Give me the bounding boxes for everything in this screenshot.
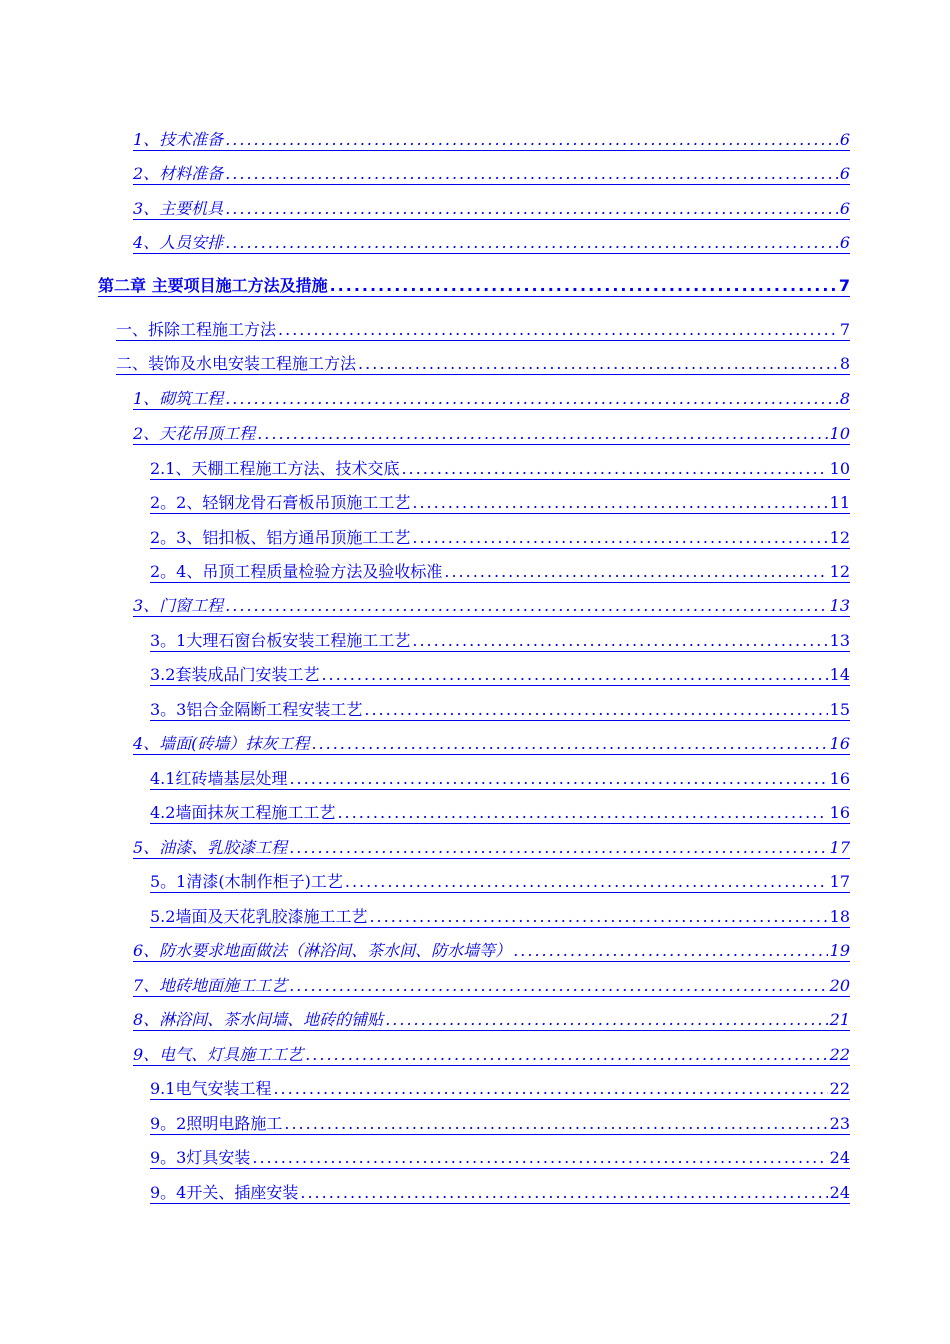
toc-leader-dots [311,734,827,754]
toc-entry-title: 9。2照明电路施工 [150,1114,283,1133]
toc-entry-title: 9.1电气安装工程 [150,1079,272,1098]
toc-entry[interactable] [133,195,850,220]
toc-page-number: 18 [829,907,850,926]
toc-leader-dots [412,528,827,548]
toc-entry[interactable] [150,524,850,549]
toc-entry[interactable] [116,350,850,375]
toc-entry-title: 3.2套装成品门安装工艺 [150,665,320,684]
toc-entry-title: 第二章 主要项目施工方法及措施 [98,276,328,295]
toc-entry[interactable] [150,627,850,652]
toc-entry-title: 一、拆除工程施工方法 [116,320,277,339]
toc-entry[interactable] [133,937,850,962]
toc-leader-dots [273,1079,827,1099]
toc-entry[interactable] [133,420,850,445]
toc-entry[interactable] [150,868,850,893]
toc-page-number: 22 [829,1045,850,1064]
toc-page-number: 10 [829,459,850,478]
toc-entry-title: 4、人员安排 [133,233,224,252]
toc-leader-dots [225,389,838,409]
toc-page-number: 24 [829,1148,850,1167]
toc-leader-dots [385,1010,827,1030]
toc-entry[interactable] [133,229,850,254]
toc-entry[interactable] [133,385,850,410]
toc-page-number: 16 [829,734,850,753]
toc-entry[interactable] [116,316,850,341]
toc-entry[interactable] [150,455,850,480]
toc-entry-title: 5、油漆、乳胶漆工程 [133,838,288,857]
toc-page-number: 20 [829,976,850,995]
toc-leader-dots [358,354,838,374]
toc-leader-dots [225,164,838,184]
toc-page-number: 7 [839,320,850,339]
toc-page-number: 12 [829,562,850,581]
toc-leader-dots [278,320,838,340]
toc-leader-dots [225,130,838,150]
toc-leader-dots [305,1045,827,1065]
toc-leader-dots [289,838,827,858]
toc-page-number: 19 [829,941,850,960]
toc-entry[interactable] [150,696,850,721]
toc-entry-title: 1、砌筑工程 [133,389,224,408]
toc-page-number: 6 [839,164,850,183]
toc-entry-title: 7、地砖地面施工工艺 [133,976,288,995]
toc-entry-title: 3、主要机具 [133,199,224,218]
toc-entry-title: 9、电气、灯具施工工艺 [133,1045,304,1064]
toc-entry-title: 2.1、天棚工程施工方法、技术交底 [150,459,400,478]
toc-leader-dots [252,1148,827,1168]
toc-entry[interactable] [150,1179,850,1204]
toc-entry-title: 4.1红砖墙基层处理 [150,769,288,788]
toc-entry-title: 9。4开关、插座安装 [150,1183,299,1202]
toc-page-number: 11 [829,493,850,512]
toc-leader-dots [289,769,827,789]
toc-page-number: 22 [829,1079,850,1098]
toc-page-number: 10 [829,424,850,443]
toc-page-number: 6 [839,130,850,149]
toc-entry[interactable] [98,272,850,297]
toc-entry-title: 二、装饰及水电安装工程施工方法 [116,354,357,373]
toc-entry-title: 3。1大理石窗台板安装工程施工工艺 [150,631,411,650]
toc-page-number: 24 [829,1183,850,1202]
toc-page-number: 6 [839,199,850,218]
toc-page-number: 7 [838,276,850,295]
toc-leader-dots [513,941,827,961]
toc-entry-title: 4.2墙面抹灰工程施工工艺 [150,803,336,822]
toc-page-number: 23 [829,1114,850,1133]
toc-page-number: 13 [829,631,850,650]
toc-entry-title: 2。2、轻钢龙骨石膏板吊顶施工工艺 [150,493,411,512]
toc-page-number: 21 [829,1010,850,1029]
toc-page-number: 8 [839,354,850,373]
toc-page-number: 13 [829,596,850,615]
toc-leader-dots [444,562,827,582]
toc-leader-dots [300,1183,827,1203]
toc-leader-dots [289,976,827,996]
toc-leader-dots [364,700,827,720]
toc-entry[interactable] [133,592,850,617]
toc-entry[interactable] [133,972,850,997]
toc-entry[interactable] [150,558,850,583]
toc-page-number: 17 [829,838,850,857]
toc-entry[interactable] [150,1144,850,1169]
toc-page-number: 12 [829,528,850,547]
toc-entry-title: 2。4、吊顶工程质量检验方法及验收标准 [150,562,443,581]
toc-entry-title: 1、技术准备 [133,130,224,149]
toc-entry[interactable] [150,765,850,790]
toc-page-number: 6 [839,233,850,252]
toc-entry[interactable] [133,1041,850,1066]
toc-entry-title: 3、门窗工程 [133,596,224,615]
toc-entry[interactable] [150,661,850,686]
toc-entry[interactable] [150,1110,850,1135]
toc-page-number: 17 [829,872,850,891]
toc-entry[interactable] [133,1006,850,1031]
toc-leader-dots [225,199,838,219]
toc-leader-dots [257,424,827,444]
toc-entry-title: 3。3铝合金隔断工程安装工艺 [150,700,363,719]
toc-page-number: 16 [829,803,850,822]
toc-entry[interactable] [133,160,850,185]
toc-page-number: 15 [829,700,850,719]
toc-entry-title: 5。1清漆(木制作柜子)工艺 [150,872,343,891]
toc-page-number: 14 [829,665,850,684]
toc-entry-title: 9。3灯具安装 [150,1148,251,1167]
toc-leader-dots [369,907,827,927]
toc-entry-title: 5.2墙面及天花乳胶漆施工工艺 [150,907,368,926]
toc-entry[interactable] [133,834,850,859]
toc-entry-title: 8、淋浴间、茶水间墙、地砖的铺贴 [133,1010,384,1029]
toc-leader-dots [412,631,827,651]
toc-page-number: 16 [829,769,850,788]
toc-entry-title: 2。3、铝扣板、铝方通吊顶施工工艺 [150,528,411,547]
toc-entry[interactable] [133,126,850,151]
toc-leader-dots [337,803,827,823]
toc-leader-dots [330,276,837,296]
toc-entry-title: 6、防水要求地面做法（淋浴间、茶水间、防水墙等） [133,941,512,960]
toc-entry-title: 2、材料准备 [133,164,224,183]
toc-leader-dots [225,596,827,616]
toc-entry-title: 2、天花吊顶工程 [133,424,256,443]
toc-entry[interactable] [150,903,850,928]
toc-entry[interactable] [150,799,850,824]
toc-leader-dots [321,665,827,685]
toc-leader-dots [225,233,838,253]
toc-leader-dots [345,872,828,892]
toc-leader-dots [401,459,827,479]
toc-leader-dots [284,1114,827,1134]
toc-entry[interactable] [150,489,850,514]
toc-leader-dots [412,493,827,513]
toc-entry[interactable] [150,1075,850,1100]
toc-entry[interactable] [133,730,850,755]
toc-page-number: 8 [839,389,850,408]
toc-entry-title: 4、墙面(砖墙）抹灰工程 [133,734,310,753]
